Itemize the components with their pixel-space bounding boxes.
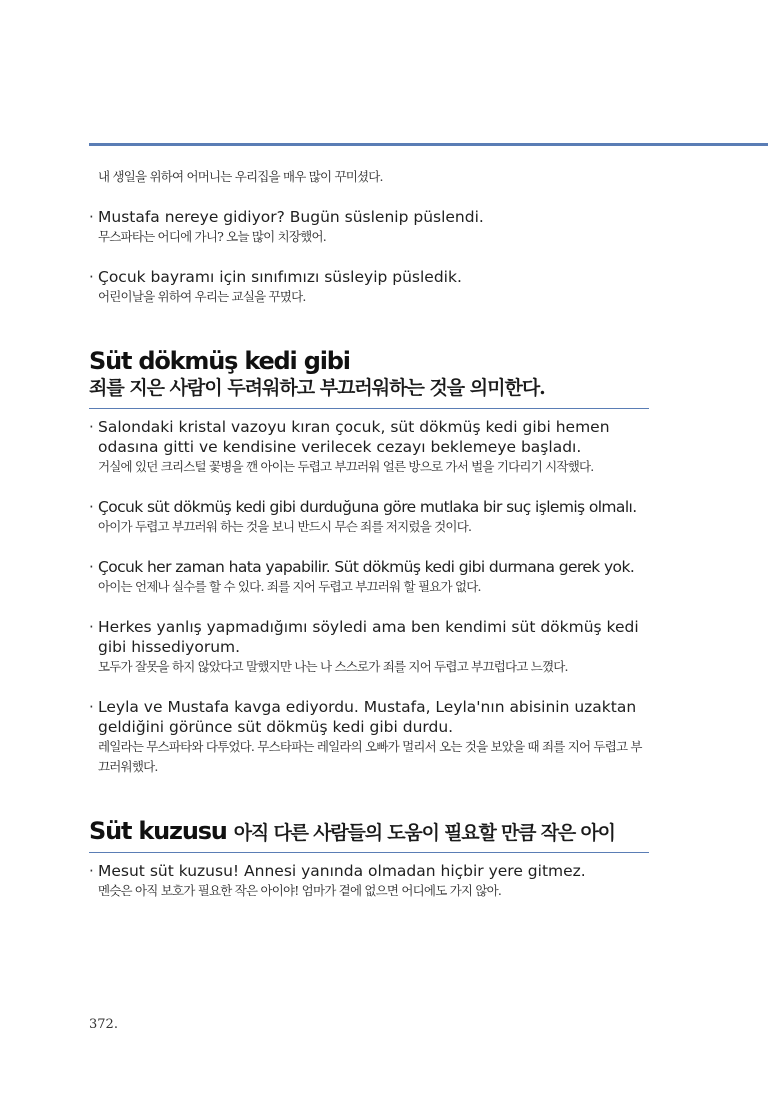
example-turkish: Mesut süt kuzusu! Annesi yanında olmadan hiçbir yere gitmez. [98,862,586,880]
example-turkish: Çocuk bayramı için sınıfımızı süsleyip püsledik. [98,268,462,286]
example-turkish: Çocuk her zaman hata yapabilir. Süt dökmüş kedi gibi durmana gerek yok. [98,558,635,576]
bullet-dot: · [89,208,94,226]
example-korean: 멘슷은 아직 보호가 필요한 작은 아이야! 엄마가 곁에 없으면 어디에도 가지 않아. [98,883,502,898]
example-korean: 아이가 두렵고 부끄러워 하는 것을 보니 반드시 무슨 죄를 저지렀을 것이다. [98,519,472,534]
bullet-dot: · [89,862,94,880]
example-korean: 레일라는 무스파타와 다투었다. 무스타파는 레일라의 오빠가 멀리서 오는 것을 보았을 때 죄를 지어 두렵고 부끄러워했다. [98,739,642,774]
example-item [89,617,649,677]
bullet-dot: · [89,698,94,716]
example-item [89,207,649,247]
idiom-title: Süt kuzusu [89,817,227,845]
idiom-title: Süt dökmüş kedi gibi [89,347,350,375]
intro-korean-line: 내 생일을 위하여 어머니는 우리집을 매우 많이 꾸미셨다. [98,169,383,184]
bullet-dot: · [89,558,94,576]
idiom-header [89,347,649,401]
example-item [89,861,649,901]
bullet-dot: · [89,418,94,436]
bullet-dot: · [89,268,94,286]
idiom-header [89,817,649,845]
section-divider [89,408,649,409]
example-item [89,417,649,477]
idiom-meaning: 아직 다른 사람들의 도움이 필요할 만큼 작은 아이 [233,822,615,844]
example-turkish: Leyla ve Mustafa kavga ediyordu. Mustafa, Leyla'nın abisinin uzaktan geldiğini görünce süt dökmüş kedi gibi durdu. [98,698,637,736]
page-number: 372. [89,1017,118,1032]
example-korean: 거실에 있던 크리스털 꽃병을 깬 아이는 두렵고 부끄러워 얼른 방으로 가서 벌을 기다리기 시작했다. [98,459,594,474]
example-korean: 무스파타는 어디에 가니? 오늘 많이 치장했어. [98,229,326,244]
example-turkish: Mustafa nereye gidiyor? Bugün süslenip püslendi. [98,208,484,226]
example-korean: 아이는 언제나 실수를 할 수 있다. 죄를 지어 두렵고 부끄러워 할 필요가 없다. [98,579,481,594]
section-divider [89,852,649,853]
example-item [89,697,649,777]
header-rule [89,143,768,146]
example-turkish: Çocuk süt dökmüş kedi gibi durduğuna göre mutlaka bir suç işlemiş olmalı. [98,498,637,516]
example-turkish: Herkes yanlış yapmadığımı söyledi ama ben kendimi süt dökmüş kedi gibi hissediyorum. [98,618,639,656]
idiom-meaning: 죄를 지은 사람이 두려워하고 부끄러워하는 것을 의미한다. [89,377,545,399]
example-korean: 어린이날을 위하여 우리는 교실을 꾸몄다. [98,289,306,304]
bullet-dot: · [89,618,94,636]
example-item [89,267,649,307]
page-content [89,167,649,901]
example-korean: 모두가 잘못을 하지 않았다고 말했지만 나는 나 스스로가 죄를 지어 두렵고 부끄럽다고 느꼈다. [98,659,568,674]
bullet-dot: · [89,498,94,516]
example-item [89,497,649,537]
example-turkish: Salondaki kristal vazoyu kıran çocuk, süt dökmüş kedi gibi hemen odasına gitti ve kendisine verilecek cezayı beklemeye başladı. [98,418,610,456]
example-item [89,557,649,597]
